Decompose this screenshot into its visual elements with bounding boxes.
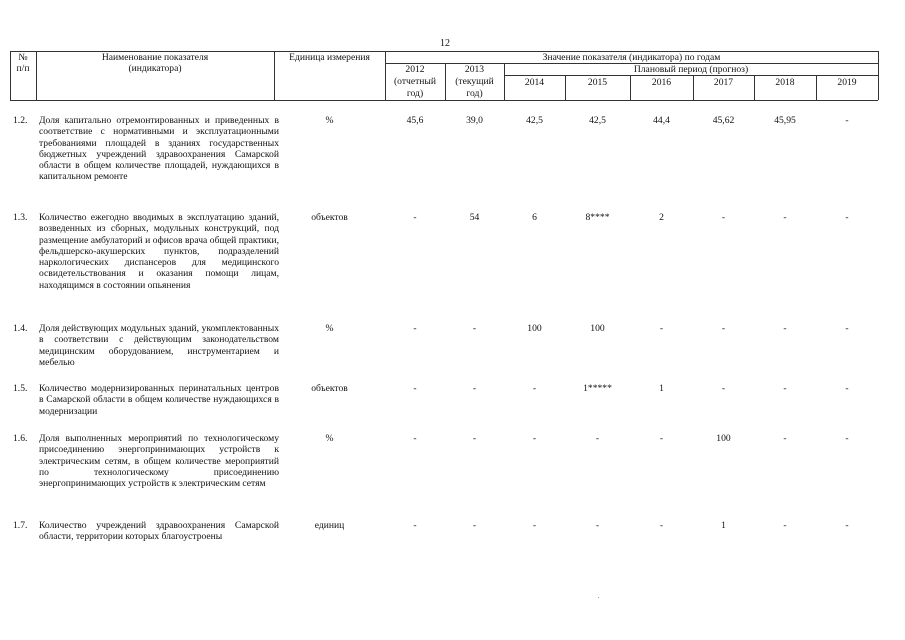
value-2016: - (659, 323, 664, 334)
header-year-2015: 2015 (587, 77, 608, 88)
header-num-line2: п/п (16, 63, 30, 74)
value-2015: 42,5 (589, 115, 606, 126)
unit-cell: объектов (311, 212, 348, 223)
value-2019: - (845, 212, 849, 223)
value-2015: 100 (590, 323, 605, 334)
unit-cell: единиц (314, 520, 345, 531)
value-2012: - (413, 323, 417, 334)
row-number: 1.7. (13, 520, 28, 531)
value-2013: - (472, 323, 477, 334)
value-2013: 54 (469, 212, 480, 223)
value-2018: - (783, 433, 787, 444)
header-2012-year: 2012 (405, 64, 425, 75)
row-number: 1.3. (13, 212, 28, 223)
header-2013-note1: (текущий (455, 76, 494, 87)
value-2017: - (721, 323, 726, 334)
indicator-name: Доля действующих модульных зданий, укомплектованных в соответствии с действующим законодательством медицинским оборудованием, инструментарием и мебелью (39, 323, 279, 368)
value-2014: - (532, 433, 537, 444)
value-2013: - (472, 433, 477, 444)
unit-cell: % (325, 115, 334, 126)
header-unit: Единица измерения (289, 52, 370, 63)
value-2018: - (783, 323, 787, 334)
table-right-border (878, 51, 879, 100)
value-2014: 6 (532, 212, 537, 223)
unit-cell: % (325, 433, 334, 444)
header-values-by-year: Значение показателя (индикатора) по годам (542, 52, 721, 63)
value-2018: - (783, 520, 787, 531)
header-year-2017: 2017 (713, 77, 734, 88)
header-2013-year: 2013 (464, 64, 485, 75)
indicator-name: Количество модернизированных перинатальных центров в Самарской области в общем количестве нуждающихся в модернизации (39, 383, 279, 417)
header-name-line2: (индикатора) (128, 63, 182, 74)
value-2015: - (595, 433, 600, 444)
row-number: 1.4. (13, 323, 28, 334)
page-number: 12 (440, 38, 450, 49)
value-2013: - (472, 383, 477, 394)
value-2014: - (532, 383, 537, 394)
value-2014: - (532, 520, 537, 531)
header-bottom-border (10, 100, 878, 101)
value-2016: - (659, 520, 664, 531)
value-2015: - (595, 520, 600, 531)
value-2018: 45,95 (774, 115, 796, 126)
value-2012: - (413, 383, 417, 394)
header-year-2019: 2019 (837, 77, 857, 88)
indicator-name: Доля выполненных мероприятий по технологическому присоединению энергопринимающих устройств к электрическим сетям, в общем количестве мероприятий по технологическому присоединению энергопринимающих устройств к электрическим сетям (39, 433, 279, 490)
value-2016: 44,4 (653, 115, 670, 126)
row-number: 1.2. (13, 115, 28, 126)
unit-cell: % (325, 323, 334, 334)
value-2018: - (783, 383, 787, 394)
header-year-2016: 2016 (651, 77, 672, 88)
value-2019: - (845, 383, 849, 394)
value-2016: 2 (659, 212, 664, 223)
unit-cell: объектов (311, 383, 348, 394)
value-2017: 100 (716, 433, 731, 444)
value-2019: - (845, 520, 849, 531)
value-2016: - (659, 433, 664, 444)
value-2019: - (845, 115, 849, 126)
header-year-2014: 2014 (524, 77, 545, 88)
value-2017: - (721, 212, 726, 223)
value-2013: 39,0 (466, 115, 483, 126)
value-2018: - (783, 212, 787, 223)
header-num-line1: № (18, 52, 28, 63)
indicator-name: Доля капитально отремонтированных и приведенных в соответствие с нормативными и эксплуатационными требованиями площадей в зданиях государственных бюджетных учреждений здравоохранения Самарской области в общем количестве площадей, нуждающихся в капитальном ремонте (39, 115, 279, 183)
value-2013: - (472, 520, 477, 531)
value-2015: 8**** (585, 212, 610, 223)
header-name-line1: Наименование показателя (101, 52, 209, 63)
indicator-name: Количество учреждений здравоохранения Самарской области, территории которых благоустроены (39, 520, 279, 543)
value-2016: 1 (659, 383, 664, 394)
value-2019: - (845, 433, 849, 444)
value-2014: 100 (527, 323, 542, 334)
value-2012: - (413, 433, 417, 444)
value-2019: - (845, 323, 849, 334)
scan-speck (598, 597, 599, 598)
value-2012: 45,6 (406, 115, 424, 126)
header-2012-note1: (отчетный (393, 76, 437, 87)
value-2012: - (413, 212, 417, 223)
value-2017: - (721, 383, 726, 394)
value-2012: - (413, 520, 417, 531)
header-plan-period: Плановый период (прогноз) (633, 64, 749, 75)
indicator-name: Количество ежегодно вводимых в эксплуатацию зданий, возведенных из сборных, модульных конструкций, под размещение амбулаторий и офисов врача общей практики, фельдшерско-акушерских пунктов, подразделений наркологических диспансеров для медицинского освидетельствования и оказания помощи лицам, находящимся в состоянии опьянения (39, 212, 279, 291)
row-number: 1.6. (13, 433, 28, 444)
header-2013-note2: год) (466, 88, 483, 99)
row-number: 1.5. (13, 383, 28, 394)
header-2012-note2: год) (406, 88, 424, 99)
value-2017: 45,62 (712, 115, 735, 126)
value-2014: 42,5 (526, 115, 543, 126)
value-2017: 1 (721, 520, 726, 531)
header-year-2018: 2018 (775, 77, 795, 88)
value-2015: 1***** (583, 383, 612, 394)
